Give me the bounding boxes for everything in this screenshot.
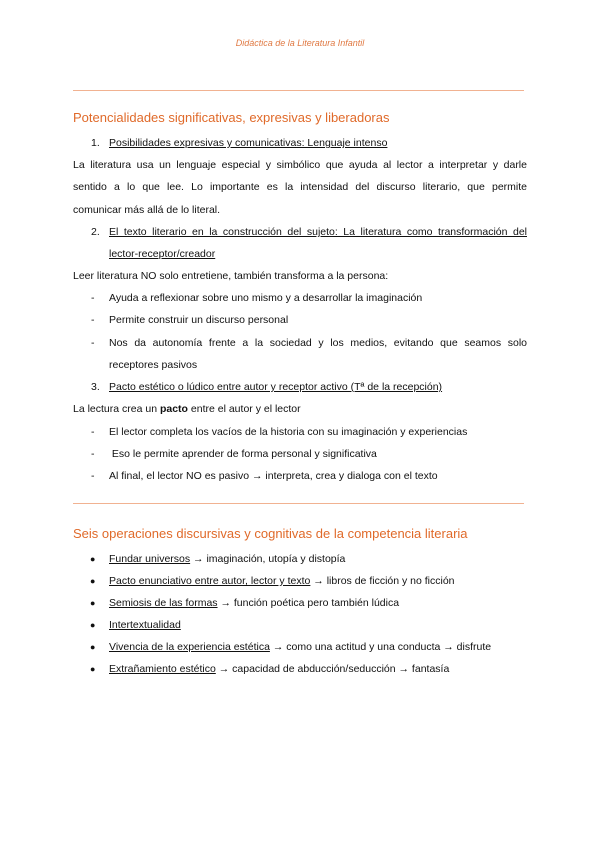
paragraph-line: Leer literatura NO solo entretiene, también transforma a la persona:: [73, 270, 389, 282]
numbered-heading: Posibilidades expresivas y comunicativas: Lenguaje intenso: [109, 137, 388, 149]
list-term: Vivencia de la experiencia estética: [109, 641, 270, 653]
numbered-heading: Pacto estético o lúdico entre autor y receptor activo (Tª de la recepción): [109, 381, 443, 393]
bold-term: pacto: [159, 403, 188, 415]
list-item: El lector completa los vacíos de la historia con su imaginación y experiencias: [109, 426, 468, 438]
list-item: [109, 663, 449, 676]
list-term: Extrañamiento estético: [109, 663, 216, 675]
dash-marker: -: [91, 292, 95, 304]
dash-marker: -: [91, 337, 95, 349]
list-term: Semiosis de las formas: [109, 597, 218, 609]
list-item: [109, 553, 345, 566]
dash-marker: -: [91, 448, 95, 460]
text-run: entre el autor y el lector: [187, 403, 301, 415]
list-description: → imaginación, utopía y distopía: [190, 553, 346, 565]
list-item: Permite construir un discurso personal: [109, 314, 289, 326]
paragraph-line: comunicar más allá de lo literal.: [73, 204, 221, 216]
list-item: Al final, el lector NO es pasivo → interpreta, crea y dialoga con el texto: [109, 470, 438, 482]
list-term: Pacto enunciativo entre autor, lector y texto: [109, 575, 311, 587]
bullet-icon: ●: [90, 664, 96, 674]
divider: [73, 90, 524, 91]
bullet-icon: ●: [90, 576, 96, 586]
dash-marker: -: [91, 470, 95, 482]
list-description: → capacidad de abducción/seducción → fantasía: [215, 663, 450, 675]
list-item: Nos da autonomía frente a la sociedad y los medios, evitando que seamos solo: [109, 337, 527, 349]
list-item: receptores pasivos: [109, 359, 198, 371]
list-item: Ayuda a reflexionar sobre uno mismo y a desarrollar la imaginación: [109, 292, 423, 304]
bullet-icon: ●: [90, 554, 96, 564]
list-item: [109, 641, 491, 654]
list-description: → como una actitud y una conducta → disfrute: [269, 641, 492, 653]
bullet-icon: ●: [90, 598, 96, 608]
bullet-icon: ●: [90, 620, 96, 630]
section-heading: Seis operaciones discursivas y cognitivas de la competencia literaria: [73, 526, 468, 541]
numbered-heading: El texto literario en la construcción del sujeto: La literatura como transformación del: [109, 226, 527, 238]
numbered-heading: lector-receptor/creador: [109, 248, 216, 260]
running-header: Didáctica de la Literatura Infantil: [235, 38, 365, 48]
dash-marker: -: [91, 314, 95, 326]
list-number: 2.: [91, 226, 100, 238]
list-term: Intertextualidad: [109, 619, 181, 631]
section-heading: Potencialidades significativas, expresivas y liberadoras: [73, 110, 390, 125]
text-run: La lectura crea un: [73, 403, 160, 415]
paragraph-line: [73, 403, 301, 416]
dash-marker: -: [91, 426, 95, 438]
bullet-icon: ●: [90, 642, 96, 652]
list-term: Fundar universos: [109, 553, 191, 565]
paragraph-line: La literatura usa un lenguaje especial y simbólico que ayuda al lector a interpretar y darle: [73, 159, 527, 171]
list-description: → función poética pero también lúdica: [217, 597, 400, 609]
list-item: [109, 575, 455, 588]
list-item: Eso le permite aprender de forma personal y significativa: [109, 448, 377, 460]
list-item: [109, 619, 181, 632]
divider: [73, 503, 524, 504]
list-description: → libros de ficción y no ficción: [310, 575, 455, 587]
list-number: 3.: [91, 381, 100, 393]
list-item: [109, 597, 399, 610]
paragraph-line: sentido a lo que lee. Lo importante es la intensidad del discurso literario, que permite: [73, 181, 527, 193]
list-number: 1.: [91, 137, 100, 149]
